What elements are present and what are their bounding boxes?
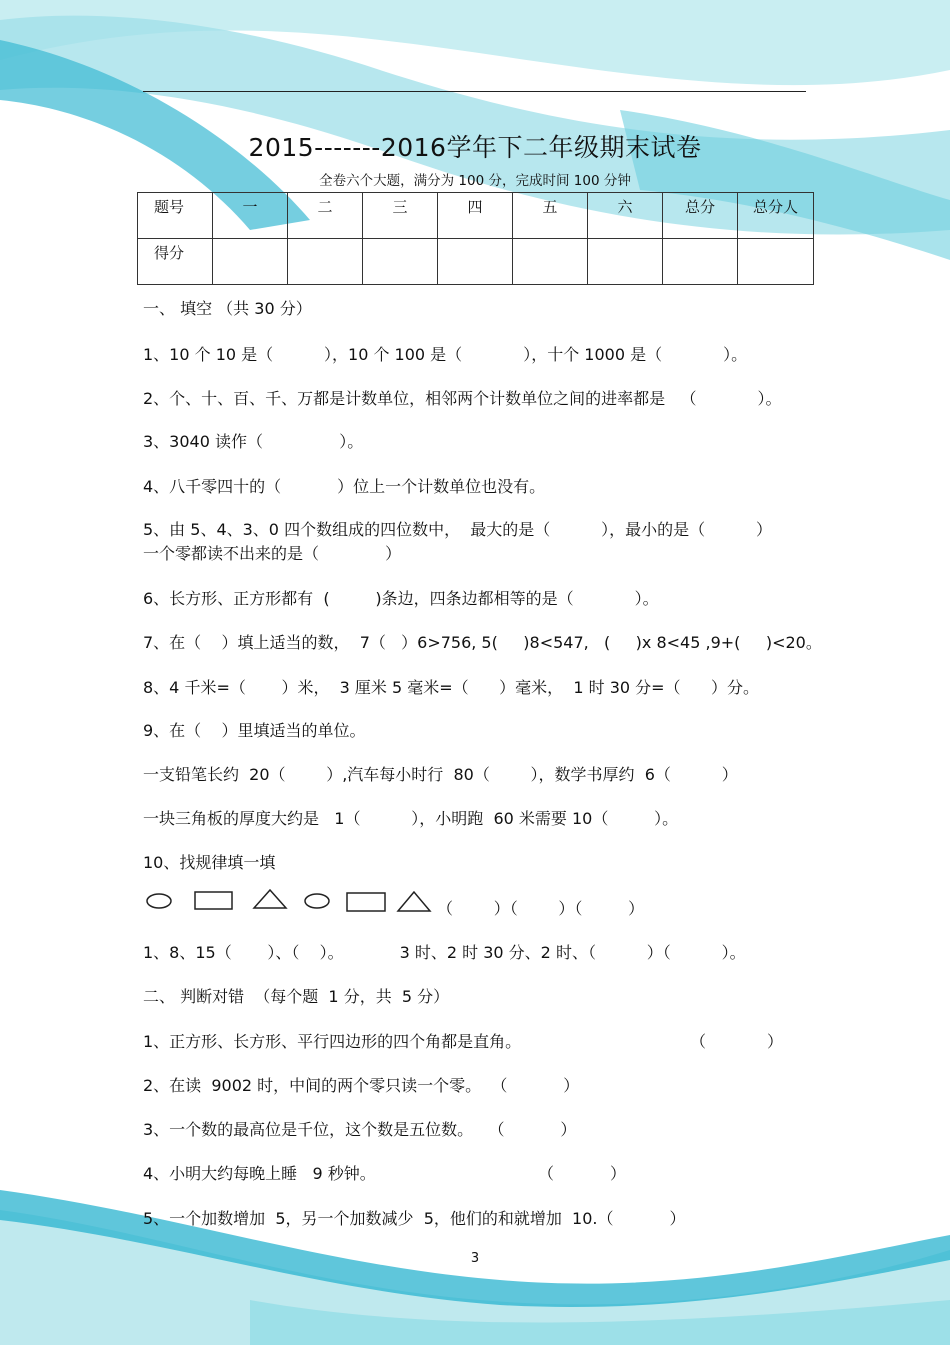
score-cell[interactable] [363,239,438,285]
question-1-3: 3、3040 读作（ ）。 [143,432,364,451]
score-cell[interactable] [513,239,588,285]
exam-subtitle: 全卷六个大题，满分为 100 分，完成时间 100 分钟 [319,173,631,189]
exam-title: 2015-------2016学年下二年级期末试卷 [248,133,702,162]
table-header-cell: 总分人 [738,193,814,239]
question-2-3: 3、一个数的最高位是千位，这个数是五位数。 （ ） [143,1120,577,1139]
table-header-cell: 六 [588,193,663,239]
question-2-2: 2、在读 9002 时，中间的两个零只读一个零。 （ ） [143,1076,580,1095]
header-rule [143,91,806,92]
question-1-9: 9、在（ ）里填适当的单位。 [143,721,366,740]
score-cell[interactable] [438,239,513,285]
score-table-header-row [138,193,814,239]
score-table [137,192,814,285]
question-1-7: 7、在（ ）填上适当的数， 7（ ）6>756, 5( )8<547, ( )x 8<45 ,9+( )<20。 [143,633,822,652]
table-header-cell: 四 [438,193,513,239]
table-header-cell: 题号 [138,193,213,239]
table-header-cell: 一 [213,193,288,239]
question-1-9b: 一块三角板的厚度大约是 1（ ），小明跑 60 米需要 10（ ）。 [143,809,679,828]
score-table-row [138,239,814,285]
question-1-4: 4、八千零四十的（ ）位上一个计数单位也没有。 [143,477,546,496]
ellipse-shape [147,894,171,908]
triangle-shape [398,892,430,911]
question-1-1: 1、10 个 10 是（ ），10 个 100 是（ ），十个 1000 是（ ）。 [143,345,748,364]
question-1-9a: 一支铅笔长约 20（ ）,汽车每小时行 80（ ），数学书厚约 6（ ） [143,765,738,784]
question-1-10: 10、找规律填一填 [143,853,276,872]
question-1-2: 2、个、十、百、千、万都是计数单位，相邻两个计数单位之间的进率都是 （ ）。 [143,389,782,408]
question-1-10-blanks: （ ）（ ）（ ） [437,899,645,918]
rectangle-shape [195,892,232,909]
section-2-heading: 二、 判断对错 （每个题 1 分，共 5 分） [143,987,450,1006]
row-label: 得分 [138,239,213,285]
score-cell[interactable] [738,239,814,285]
question-1-8: 8、4 千米=（ ）米， 3 厘米 5 毫米=（ ）毫米， 1 时 30 分=（ ）分。 [143,678,760,697]
table-header-cell: 五 [513,193,588,239]
table-header-cell: 二 [288,193,363,239]
question-2-1-blank: （ ） [690,1032,784,1051]
ellipse-shape [305,894,329,908]
score-cell[interactable] [663,239,738,285]
triangle-shape [254,890,286,908]
question-1-5b: 一个零都读不出来的是（ ） [143,544,402,563]
question-2-5: 5、一个加数增加 5，另一个加数减少 5，他们的和就增加 10.（ ） [143,1209,686,1228]
question-1-11: 1、8、15（ ）、（ ）。 3 时、2 时 30 分、2 时、（ ）（ ）。 [143,943,746,962]
question-1-6: 6、长方形、正方形都有 ( )条边，四条边都相等的是（ ）。 [143,589,659,608]
table-header-cell: 三 [363,193,438,239]
score-cell[interactable] [588,239,663,285]
question-1-5a: 5、由 5、4、3、0 四个数组成的四位数中， 最大的是（ ），最小的是（ ） [143,520,772,539]
question-2-4-blank: （ ） [538,1164,626,1183]
rectangle-shape [347,893,385,911]
score-cell[interactable] [213,239,288,285]
section-1-heading: 一、 填空 （共 30 分） [143,299,312,318]
question-2-4: 4、小明大约每晚上睡 9 秒钟。 [143,1164,376,1183]
pattern-shapes [143,886,443,916]
table-header-cell: 总分 [663,193,738,239]
score-cell[interactable] [288,239,363,285]
question-2-1: 1、正方形、长方形、平行四边形的四个角都是直角。 [143,1032,522,1051]
page-number: 3 [470,1251,480,1266]
